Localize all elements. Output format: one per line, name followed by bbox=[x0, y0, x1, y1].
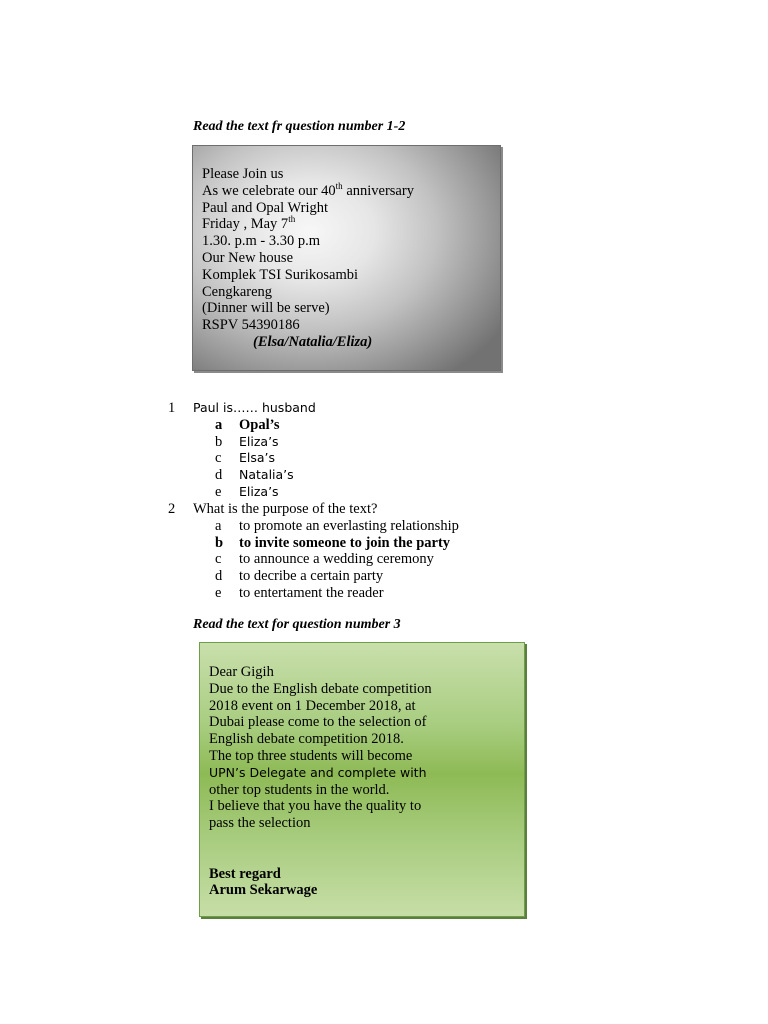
invitation-line: Paul and Opal Wright bbox=[202, 199, 329, 216]
section1-heading: Read the text fr question number 1-2 bbox=[193, 119, 406, 134]
invitation-card bbox=[192, 145, 501, 371]
letter-line: Dubai please come to the selection of bbox=[209, 714, 427, 731]
option-text: Eliza’s bbox=[239, 434, 279, 449]
section2-heading: Read the text for question number 3 bbox=[193, 617, 401, 632]
invitation-line: Komplek TSI Surikosambi bbox=[202, 266, 359, 283]
letter-line: other top students in the world. bbox=[209, 781, 390, 798]
option-text: to entertament the reader bbox=[239, 585, 384, 601]
invitation-line: Cengkareng bbox=[202, 283, 273, 300]
letter-line: I believe that you have the quality to bbox=[209, 798, 422, 815]
option-letter: a bbox=[215, 417, 223, 433]
option-letter: b bbox=[215, 535, 224, 551]
option-letter: d bbox=[215, 568, 223, 584]
letter-line: English debate competition 2018. bbox=[209, 731, 404, 748]
option-letter: c bbox=[215, 450, 222, 466]
option-letter: c bbox=[215, 551, 222, 567]
invitation-line: Friday , May 7th bbox=[202, 214, 296, 233]
option-letter: a bbox=[215, 518, 222, 534]
option-letter: e bbox=[215, 585, 222, 601]
letter-sender: Arum Sekarwage bbox=[209, 882, 318, 899]
letter-line: pass the selection bbox=[209, 815, 311, 832]
question-number: 1 bbox=[168, 400, 176, 416]
letter-line: The top three students will become bbox=[209, 747, 413, 764]
letter-line: 2018 event on 1 December 2018, at bbox=[209, 697, 416, 714]
letter-line: Due to the English debate competition bbox=[209, 680, 432, 697]
option-letter: d bbox=[215, 467, 223, 483]
invitation-line: (Dinner will be serve) bbox=[202, 300, 330, 317]
option-text: to announce a wedding ceremony bbox=[239, 551, 434, 567]
invitation-line: Please Join us bbox=[202, 166, 284, 182]
invitation-line: As we celebrate our 40th anniversary bbox=[202, 180, 414, 199]
invitation-line: 1.30. p.m - 3.30 p.m bbox=[202, 233, 321, 250]
question-number: 2 bbox=[168, 501, 176, 517]
option-text: to promote an everlasting relationship bbox=[239, 518, 459, 534]
letter-line: UPN’s Delegate and complete with bbox=[209, 764, 427, 780]
option-text: Natalia’s bbox=[239, 467, 294, 482]
invitation-signature: (Elsa/Natalia/Eliza) bbox=[253, 333, 373, 350]
option-text: to decribe a certain party bbox=[239, 568, 384, 584]
option-text: Eliza’s bbox=[239, 484, 279, 499]
invitation-line: RSPV 54390186 bbox=[202, 317, 300, 334]
option-text: Elsa’s bbox=[239, 450, 276, 465]
option-text: Opal’s bbox=[239, 417, 280, 433]
letter-line: Dear Gigih bbox=[209, 664, 274, 680]
option-letter: b bbox=[215, 434, 223, 450]
option-text: to invite someone to join the party bbox=[239, 535, 451, 551]
invitation-line: Our New house bbox=[202, 249, 294, 266]
letter-spacer bbox=[209, 832, 524, 866]
letter-closing: Best regard bbox=[209, 865, 281, 882]
option-letter: e bbox=[215, 484, 222, 500]
letter-card bbox=[199, 642, 525, 917]
question-text: What is the purpose of the text? bbox=[193, 501, 378, 517]
question-text: Paul is…… husband bbox=[193, 400, 316, 415]
